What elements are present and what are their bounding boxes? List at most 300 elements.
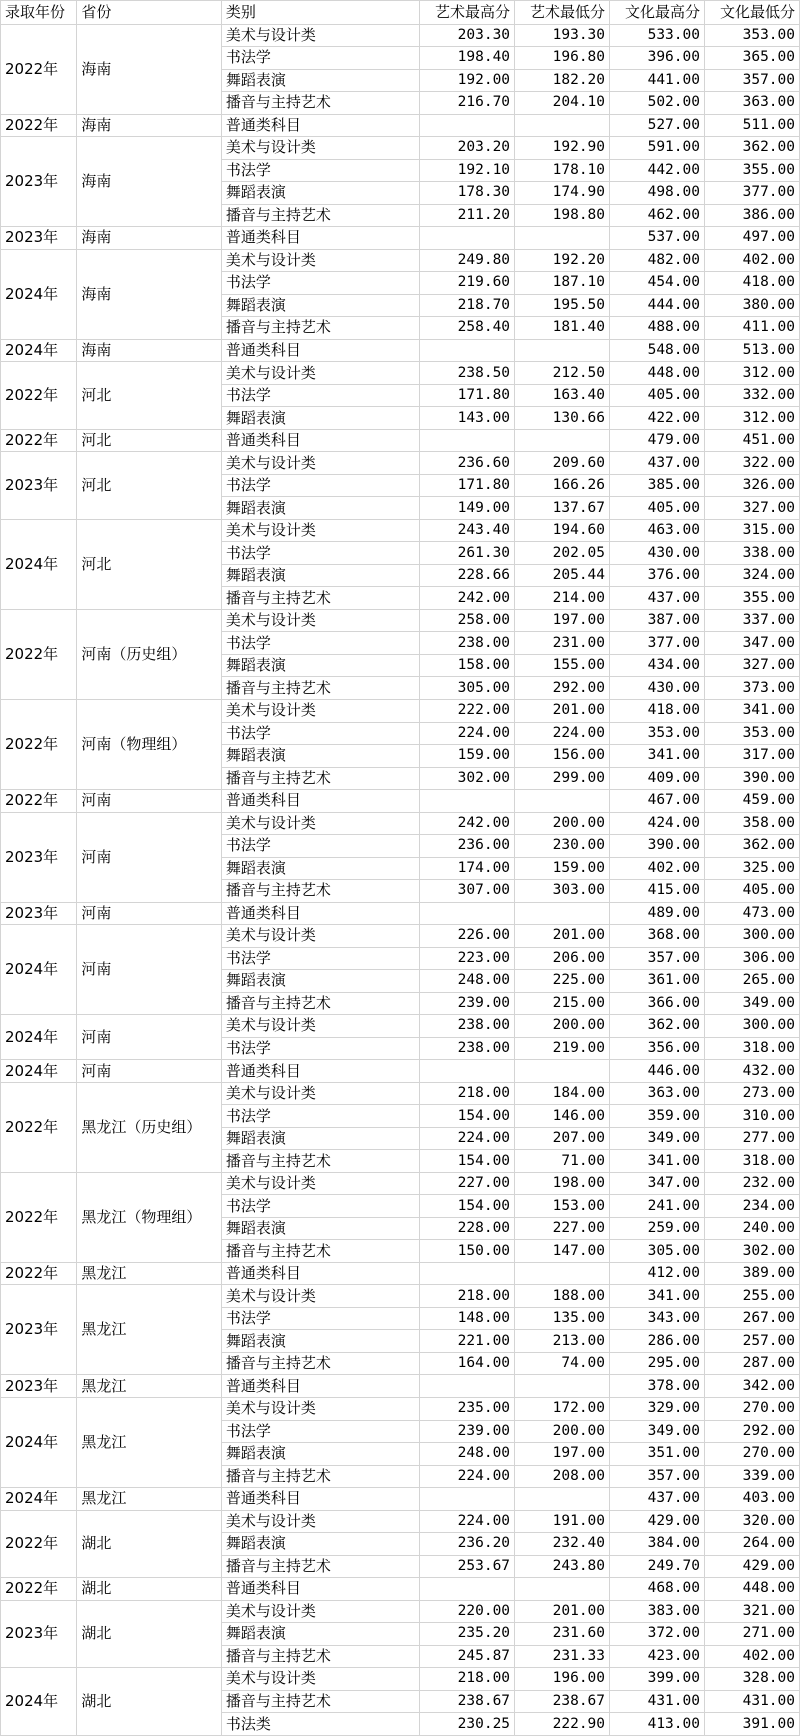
cell-culture-max: 387.00 [610, 609, 705, 632]
cell-year: 2023年 [1, 812, 77, 902]
cell-culture-max: 402.00 [610, 857, 705, 880]
cell-year: 2022年 [1, 1262, 77, 1285]
cell-province: 湖北 [77, 1668, 222, 1736]
cell-art-max: 307.00 [420, 880, 515, 903]
cell-province: 河南 [77, 790, 222, 813]
cell-province: 海南 [77, 249, 222, 339]
cell-year: 2022年 [1, 429, 77, 452]
cell-culture-max: 422.00 [610, 407, 705, 430]
cell-culture-min: 267.00 [704, 1307, 799, 1330]
table-body [1, 1, 800, 1736]
cell-art-max: 258.40 [420, 317, 515, 340]
cell-art-min: 232.40 [515, 1533, 610, 1556]
cell-art-min: 201.00 [515, 700, 610, 723]
cell-art-max: 192.10 [420, 159, 515, 182]
cell-category: 舞蹈表演 [221, 857, 419, 880]
cell-category: 书法学 [221, 947, 419, 970]
cell-category: 美术与设计类 [221, 812, 419, 835]
cell-art-min: 200.00 [515, 1420, 610, 1443]
cell-culture-max: 241.00 [610, 1195, 705, 1218]
cell-culture-min: 473.00 [704, 902, 799, 925]
cell-category: 普通类科目 [221, 227, 419, 250]
cell-province: 河南（历史组） [77, 609, 222, 699]
cell-art-max: 238.00 [420, 1037, 515, 1060]
cell-province: 河南（物理组） [77, 700, 222, 790]
cell-culture-min: 511.00 [704, 114, 799, 137]
cell-culture-max: 329.00 [610, 1397, 705, 1420]
cell-province: 河北 [77, 519, 222, 609]
header-year: 录取年份 [1, 1, 77, 25]
cell-culture-min: 339.00 [704, 1465, 799, 1488]
cell-culture-min: 459.00 [704, 790, 799, 813]
cell-art-min: 166.26 [515, 474, 610, 497]
cell-culture-max: 341.00 [610, 745, 705, 768]
cell-art-min: 214.00 [515, 587, 610, 610]
cell-province: 黑龙江 [77, 1262, 222, 1285]
cell-culture-min: 402.00 [704, 249, 799, 272]
header-art-max: 艺术最高分 [420, 1, 515, 25]
table-row [1, 429, 800, 452]
cell-category: 书法学 [221, 1105, 419, 1128]
cell-culture-max: 249.70 [610, 1555, 705, 1578]
cell-category: 舞蹈表演 [221, 745, 419, 768]
header-art-min: 艺术最低分 [515, 1, 610, 25]
cell-category: 美术与设计类 [221, 362, 419, 385]
cell-culture-max: 363.00 [610, 1082, 705, 1105]
cell-culture-min: 306.00 [704, 947, 799, 970]
cell-year: 2024年 [1, 1015, 77, 1060]
cell-culture-min: 405.00 [704, 880, 799, 903]
cell-art-min: 215.00 [515, 992, 610, 1015]
table-row [1, 24, 800, 47]
cell-category: 舞蹈表演 [221, 1533, 419, 1556]
cell-art-min: 303.00 [515, 880, 610, 903]
table-row [1, 925, 800, 948]
cell-culture-max: 413.00 [610, 1713, 705, 1736]
cell-culture-min: 373.00 [704, 677, 799, 700]
cell-category: 播音与主持艺术 [221, 767, 419, 790]
cell-province: 河北 [77, 429, 222, 452]
cell-category: 播音与主持艺术 [221, 1240, 419, 1263]
cell-art-min: 192.90 [515, 137, 610, 160]
cell-culture-min: 312.00 [704, 407, 799, 430]
cell-year: 2023年 [1, 452, 77, 520]
cell-art-min: 146.00 [515, 1105, 610, 1128]
table-row [1, 812, 800, 835]
cell-category: 美术与设计类 [221, 700, 419, 723]
cell-art-max: 236.60 [420, 452, 515, 475]
cell-category: 书法学 [221, 474, 419, 497]
cell-culture-max: 488.00 [610, 317, 705, 340]
cell-art-min [515, 1578, 610, 1601]
cell-art-min: 212.50 [515, 362, 610, 385]
cell-culture-min: 390.00 [704, 767, 799, 790]
cell-art-max: 174.00 [420, 857, 515, 880]
cell-category: 书法学 [221, 835, 419, 858]
cell-category: 美术与设计类 [221, 1600, 419, 1623]
cell-culture-min: 358.00 [704, 812, 799, 835]
cell-art-min [515, 227, 610, 250]
cell-culture-max: 437.00 [610, 452, 705, 475]
table-row [1, 790, 800, 813]
cell-culture-min: 380.00 [704, 294, 799, 317]
cell-culture-max: 368.00 [610, 925, 705, 948]
cell-province: 河北 [77, 452, 222, 520]
cell-culture-min: 300.00 [704, 925, 799, 948]
cell-year: 2023年 [1, 902, 77, 925]
cell-category: 普通类科目 [221, 339, 419, 362]
cell-culture-max: 259.00 [610, 1217, 705, 1240]
cell-category: 播音与主持艺术 [221, 1150, 419, 1173]
cell-culture-max: 351.00 [610, 1443, 705, 1466]
cell-art-min: 130.66 [515, 407, 610, 430]
cell-art-min: 188.00 [515, 1285, 610, 1308]
cell-culture-min: 451.00 [704, 429, 799, 452]
cell-culture-min: 377.00 [704, 182, 799, 205]
cell-art-min [515, 339, 610, 362]
cell-culture-min: 318.00 [704, 1037, 799, 1060]
cell-art-max: 218.00 [420, 1082, 515, 1105]
cell-art-min [515, 1262, 610, 1285]
cell-culture-max: 305.00 [610, 1240, 705, 1263]
cell-category: 美术与设计类 [221, 609, 419, 632]
cell-culture-max: 343.00 [610, 1307, 705, 1330]
cell-culture-min: 429.00 [704, 1555, 799, 1578]
cell-art-min: 208.00 [515, 1465, 610, 1488]
cell-culture-max: 357.00 [610, 947, 705, 970]
cell-year: 2022年 [1, 1172, 77, 1262]
cell-year: 2024年 [1, 925, 77, 1015]
cell-category: 舞蹈表演 [221, 497, 419, 520]
cell-category: 播音与主持艺术 [221, 677, 419, 700]
cell-culture-min: 257.00 [704, 1330, 799, 1353]
cell-category: 舞蹈表演 [221, 1330, 419, 1353]
cell-art-max: 154.00 [420, 1105, 515, 1128]
cell-culture-max: 444.00 [610, 294, 705, 317]
cell-culture-min: 431.00 [704, 1690, 799, 1713]
cell-category: 美术与设计类 [221, 1015, 419, 1038]
cell-culture-max: 383.00 [610, 1600, 705, 1623]
cell-art-min: 227.00 [515, 1217, 610, 1240]
cell-culture-max: 489.00 [610, 902, 705, 925]
cell-category: 普通类科目 [221, 1262, 419, 1285]
cell-art-max [420, 227, 515, 250]
cell-art-min: 299.00 [515, 767, 610, 790]
cell-art-min [515, 1488, 610, 1511]
cell-art-max: 221.00 [420, 1330, 515, 1353]
cell-art-max [420, 429, 515, 452]
cell-art-min: 209.60 [515, 452, 610, 475]
table-row [1, 114, 800, 137]
cell-province: 黑龙江 [77, 1285, 222, 1375]
cell-category: 美术与设计类 [221, 1172, 419, 1195]
cell-art-max: 150.00 [420, 1240, 515, 1263]
cell-province: 河南 [77, 1060, 222, 1083]
cell-culture-min: 349.00 [704, 992, 799, 1015]
cell-art-max: 248.00 [420, 1443, 515, 1466]
cell-culture-min: 357.00 [704, 69, 799, 92]
cell-culture-max: 448.00 [610, 362, 705, 385]
cell-culture-max: 462.00 [610, 204, 705, 227]
cell-art-max: 154.00 [420, 1195, 515, 1218]
cell-art-max: 218.00 [420, 1285, 515, 1308]
cell-art-min: 201.00 [515, 1600, 610, 1623]
cell-culture-min: 265.00 [704, 970, 799, 993]
table-row [1, 609, 800, 632]
cell-art-max [420, 339, 515, 362]
cell-art-max: 238.67 [420, 1690, 515, 1713]
cell-art-min: 219.00 [515, 1037, 610, 1060]
cell-year: 2024年 [1, 249, 77, 339]
cell-category: 播音与主持艺术 [221, 992, 419, 1015]
cell-category: 播音与主持艺术 [221, 587, 419, 610]
cell-art-max: 171.80 [420, 474, 515, 497]
cell-province: 湖北 [77, 1578, 222, 1601]
cell-art-max: 148.00 [420, 1307, 515, 1330]
cell-art-min: 197.00 [515, 609, 610, 632]
cell-art-max [420, 1060, 515, 1083]
cell-art-max: 171.80 [420, 384, 515, 407]
cell-art-max: 230.25 [420, 1713, 515, 1736]
cell-culture-max: 430.00 [610, 542, 705, 565]
cell-culture-max: 537.00 [610, 227, 705, 250]
cell-culture-max: 446.00 [610, 1060, 705, 1083]
header-province: 省份 [77, 1, 222, 25]
cell-culture-min: 353.00 [704, 24, 799, 47]
cell-art-max [420, 114, 515, 137]
cell-art-max: 223.00 [420, 947, 515, 970]
cell-category: 美术与设计类 [221, 1510, 419, 1533]
cell-art-min: 147.00 [515, 1240, 610, 1263]
cell-art-max: 218.70 [420, 294, 515, 317]
cell-culture-min: 332.00 [704, 384, 799, 407]
cell-art-max: 235.20 [420, 1623, 515, 1646]
cell-art-max: 242.00 [420, 812, 515, 835]
cell-year: 2024年 [1, 339, 77, 362]
cell-province: 黑龙江（历史组） [77, 1082, 222, 1172]
cell-culture-min: 338.00 [704, 542, 799, 565]
cell-category: 书法学 [221, 272, 419, 295]
cell-category: 播音与主持艺术 [221, 92, 419, 115]
cell-art-max: 258.00 [420, 609, 515, 632]
cell-art-max: 235.00 [420, 1397, 515, 1420]
cell-category: 书法学 [221, 384, 419, 407]
cell-culture-min: 302.00 [704, 1240, 799, 1263]
cell-art-min: 202.05 [515, 542, 610, 565]
cell-category: 舞蹈表演 [221, 654, 419, 677]
cell-art-max: 253.67 [420, 1555, 515, 1578]
cell-culture-min: 324.00 [704, 564, 799, 587]
cell-art-min: 222.90 [515, 1713, 610, 1736]
cell-year: 2022年 [1, 1082, 77, 1172]
cell-year: 2022年 [1, 24, 77, 114]
table-row [1, 1285, 800, 1308]
cell-category: 播音与主持艺术 [221, 317, 419, 340]
cell-province: 湖北 [77, 1510, 222, 1578]
cell-art-min: 194.60 [515, 519, 610, 542]
cell-culture-min: 513.00 [704, 339, 799, 362]
cell-culture-max: 502.00 [610, 92, 705, 115]
cell-art-min: 207.00 [515, 1127, 610, 1150]
cell-art-min: 71.00 [515, 1150, 610, 1173]
cell-culture-min: 271.00 [704, 1623, 799, 1646]
cell-art-max: 302.00 [420, 767, 515, 790]
cell-culture-max: 441.00 [610, 69, 705, 92]
cell-culture-min: 386.00 [704, 204, 799, 227]
cell-culture-min: 497.00 [704, 227, 799, 250]
cell-art-max: 224.00 [420, 1465, 515, 1488]
cell-culture-max: 349.00 [610, 1127, 705, 1150]
cell-art-min: 213.00 [515, 1330, 610, 1353]
table-row [1, 1060, 800, 1083]
cell-culture-max: 431.00 [610, 1690, 705, 1713]
cell-art-min: 197.00 [515, 1443, 610, 1466]
cell-art-min: 230.00 [515, 835, 610, 858]
cell-category: 普通类科目 [221, 114, 419, 137]
cell-category: 美术与设计类 [221, 1285, 419, 1308]
cell-culture-min: 355.00 [704, 159, 799, 182]
cell-art-max: 236.20 [420, 1533, 515, 1556]
cell-art-max: 228.00 [420, 1217, 515, 1240]
table-row [1, 227, 800, 250]
cell-category: 美术与设计类 [221, 1668, 419, 1691]
cell-art-min: 198.00 [515, 1172, 610, 1195]
cell-art-min: 201.00 [515, 925, 610, 948]
cell-year: 2022年 [1, 700, 77, 790]
cell-category: 书法学 [221, 1195, 419, 1218]
cell-art-min: 193.30 [515, 24, 610, 47]
cell-category: 播音与主持艺术 [221, 880, 419, 903]
cell-culture-min: 341.00 [704, 700, 799, 723]
cell-art-min: 191.00 [515, 1510, 610, 1533]
cell-culture-max: 362.00 [610, 1015, 705, 1038]
cell-culture-min: 325.00 [704, 857, 799, 880]
cell-province: 黑龙江 [77, 1397, 222, 1487]
cell-art-max: 219.60 [420, 272, 515, 295]
cell-province: 河北 [77, 362, 222, 430]
table-row [1, 1578, 800, 1601]
cell-art-max: 222.00 [420, 700, 515, 723]
cell-culture-max: 498.00 [610, 182, 705, 205]
cell-art-min: 184.00 [515, 1082, 610, 1105]
cell-culture-max: 377.00 [610, 632, 705, 655]
cell-culture-max: 385.00 [610, 474, 705, 497]
cell-culture-min: 322.00 [704, 452, 799, 475]
cell-year: 2023年 [1, 1285, 77, 1375]
cell-province: 黑龙江 [77, 1488, 222, 1511]
cell-art-max: 158.00 [420, 654, 515, 677]
cell-culture-min: 337.00 [704, 609, 799, 632]
cell-culture-max: 295.00 [610, 1352, 705, 1375]
cell-culture-max: 591.00 [610, 137, 705, 160]
cell-year: 2023年 [1, 1375, 77, 1398]
cell-culture-max: 437.00 [610, 1488, 705, 1511]
header-category: 类别 [221, 1, 419, 25]
cell-art-max: 305.00 [420, 677, 515, 700]
cell-art-min: 174.90 [515, 182, 610, 205]
header-row [1, 1, 800, 25]
cell-art-max: 238.00 [420, 632, 515, 655]
cell-culture-min: 310.00 [704, 1105, 799, 1128]
cell-culture-max: 353.00 [610, 722, 705, 745]
table-row [1, 339, 800, 362]
cell-category: 播音与主持艺术 [221, 1352, 419, 1375]
cell-culture-min: 317.00 [704, 745, 799, 768]
cell-art-min: 231.00 [515, 632, 610, 655]
cell-year: 2022年 [1, 362, 77, 430]
cell-culture-min: 277.00 [704, 1127, 799, 1150]
cell-culture-min: 232.00 [704, 1172, 799, 1195]
cell-category: 普通类科目 [221, 429, 419, 452]
cell-category: 美术与设计类 [221, 137, 419, 160]
cell-province: 海南 [77, 227, 222, 250]
cell-art-min: 196.00 [515, 1668, 610, 1691]
cell-province: 河南 [77, 812, 222, 902]
cell-art-min: 195.50 [515, 294, 610, 317]
cell-art-max [420, 1375, 515, 1398]
cell-art-min [515, 429, 610, 452]
cell-year: 2023年 [1, 227, 77, 250]
cell-art-max: 226.00 [420, 925, 515, 948]
cell-art-max: 178.30 [420, 182, 515, 205]
cell-culture-max: 405.00 [610, 384, 705, 407]
cell-art-max: 154.00 [420, 1150, 515, 1173]
cell-culture-min: 342.00 [704, 1375, 799, 1398]
cell-year: 2024年 [1, 519, 77, 609]
cell-art-min: 156.00 [515, 745, 610, 768]
cell-culture-min: 264.00 [704, 1533, 799, 1556]
cell-culture-min: 389.00 [704, 1262, 799, 1285]
cell-year: 2022年 [1, 1510, 77, 1578]
cell-culture-max: 418.00 [610, 700, 705, 723]
cell-culture-max: 359.00 [610, 1105, 705, 1128]
cell-category: 书法学 [221, 47, 419, 70]
cell-culture-min: 432.00 [704, 1060, 799, 1083]
cell-culture-max: 396.00 [610, 47, 705, 70]
cell-year: 2022年 [1, 609, 77, 699]
cell-culture-max: 357.00 [610, 1465, 705, 1488]
cell-art-max: 164.00 [420, 1352, 515, 1375]
cell-province: 海南 [77, 339, 222, 362]
cell-art-max: 203.30 [420, 24, 515, 47]
cell-art-max: 224.00 [420, 722, 515, 745]
cell-category: 舞蹈表演 [221, 1623, 419, 1646]
cell-year: 2024年 [1, 1397, 77, 1487]
table-row [1, 1488, 800, 1511]
cell-category: 美术与设计类 [221, 1082, 419, 1105]
cell-year: 2023年 [1, 1600, 77, 1668]
cell-art-max [420, 1262, 515, 1285]
cell-art-min: 155.00 [515, 654, 610, 677]
cell-culture-min: 300.00 [704, 1015, 799, 1038]
cell-culture-max: 454.00 [610, 272, 705, 295]
cell-category: 美术与设计类 [221, 24, 419, 47]
cell-culture-min: 270.00 [704, 1397, 799, 1420]
cell-category: 书法学 [221, 1037, 419, 1060]
cell-art-min: 238.67 [515, 1690, 610, 1713]
cell-art-max: 143.00 [420, 407, 515, 430]
cell-category: 播音与主持艺术 [221, 1645, 419, 1668]
cell-culture-max: 378.00 [610, 1375, 705, 1398]
cell-culture-max: 548.00 [610, 339, 705, 362]
cell-category: 普通类科目 [221, 1375, 419, 1398]
cell-culture-min: 418.00 [704, 272, 799, 295]
table-row [1, 249, 800, 272]
cell-culture-max: 415.00 [610, 880, 705, 903]
cell-category: 美术与设计类 [221, 519, 419, 542]
cell-art-min: 200.00 [515, 1015, 610, 1038]
cell-province: 河南 [77, 1015, 222, 1060]
